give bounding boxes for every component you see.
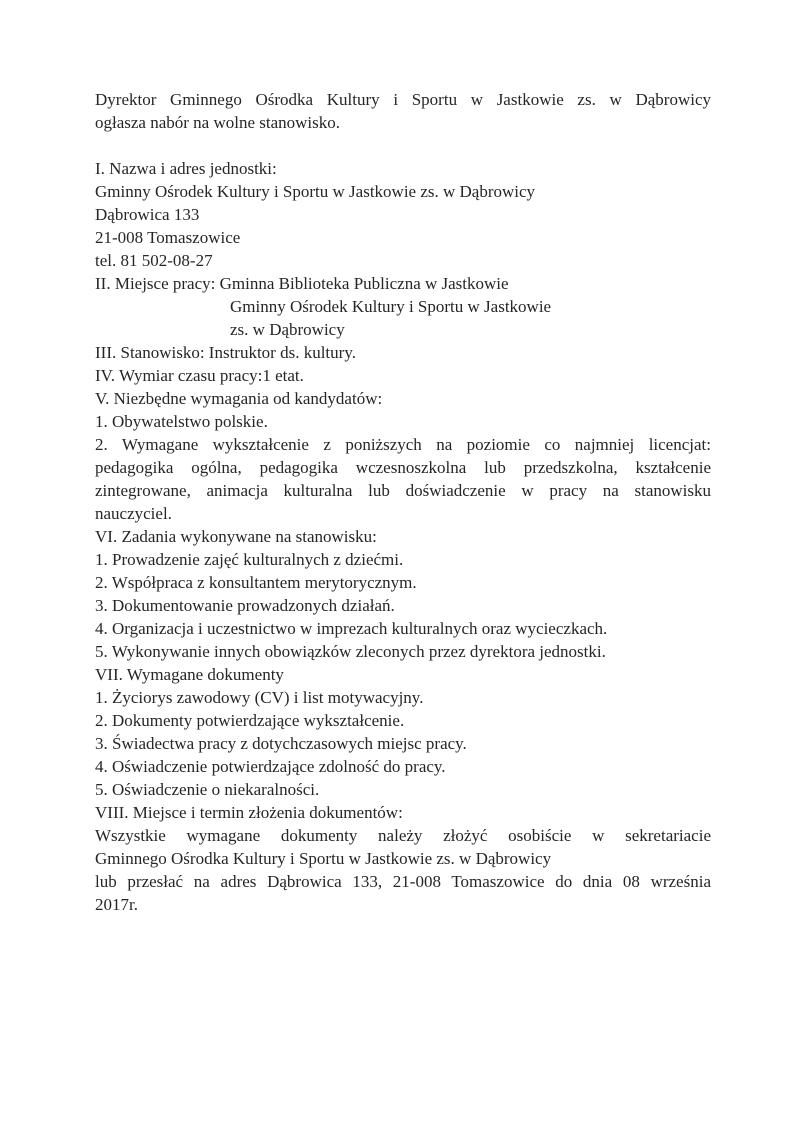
doc-line: Wszystkie wymagane dokumenty należy złożyć osobiście w sekretariacie <box>95 826 711 845</box>
doc-line: zintegrowane, animacja kulturalna lub doświadczenie w pracy na stanowisku <box>95 481 711 500</box>
document-body <box>95 88 711 916</box>
doc-line: VII. Wymagane dokumenty <box>95 665 284 684</box>
doc-line: 1. Prowadzenie zajęć kulturalnych z dziećmi. <box>95 550 404 569</box>
doc-line: VIII. Miejsce i termin złożenia dokumentów: <box>95 803 403 822</box>
doc-line: 1. Obywatelstwo polskie. <box>95 412 268 431</box>
doc-line: 3. Dokumentowanie prowadzonych działań. <box>95 596 395 615</box>
doc-line: 21-008 Tomaszowice <box>95 228 241 247</box>
doc-line <box>95 134 711 157</box>
doc-line: Gminnego Ośrodka Kultury i Sportu w Jastkowie zs. w Dąbrowicy <box>95 849 552 868</box>
doc-line: 5. Wykonywanie innych obowiązków zleconych przez dyrektora jednostki. <box>95 642 606 661</box>
doc-line: Dąbrowica 133 <box>95 205 200 224</box>
doc-line: 4. Organizacja i uczestnictwo w imprezach kulturalnych oraz wycieczkach. <box>95 619 608 638</box>
doc-line: V. Niezbędne wymagania od kandydatów: <box>95 389 383 408</box>
doc-line: 5. Oświadczenie o niekaralności. <box>95 780 320 799</box>
doc-line: 2. Współpraca z konsultantem merytorycznym. <box>95 573 417 592</box>
doc-line: Gminny Ośrodek Kultury i Sportu w Jastkowie <box>230 297 552 316</box>
doc-line: III. Stanowisko: Instruktor ds. kultury. <box>95 343 356 362</box>
doc-line: ogłasza nabór na wolne stanowisko. <box>95 113 341 132</box>
doc-line: II. Miejsce pracy: Gminna Biblioteka Publiczna w Jastkowie <box>95 274 509 293</box>
doc-line: 1. Życiorys zawodowy (CV) i list motywacyjny. <box>95 688 424 707</box>
doc-line: Dyrektor Gminnego Ośrodka Kultury i Sportu w Jastkowie zs. w Dąbrowicy <box>95 90 711 109</box>
doc-line: 4. Oświadczenie potwierdzające zdolność do pracy. <box>95 757 446 776</box>
doc-line: 2017r. <box>95 895 138 914</box>
doc-line: tel. 81 502-08-27 <box>95 251 213 270</box>
doc-line: lub przesłać na adres Dąbrowica 133, 21-008 Tomaszowice do dnia 08 września <box>95 872 711 891</box>
doc-line: Gminny Ośrodek Kultury i Sportu w Jastkowie zs. w Dąbrowicy <box>95 182 536 201</box>
doc-line: pedagogika ogólna, pedagogika wczesnoszkolna lub przedszkolna, kształcenie <box>95 458 711 477</box>
doc-line: VI. Zadania wykonywane na stanowisku: <box>95 527 377 546</box>
doc-line: nauczyciel. <box>95 504 172 523</box>
doc-line: IV. Wymiar czasu pracy:1 etat. <box>95 366 304 385</box>
doc-line: zs. w Dąbrowicy <box>230 320 345 339</box>
doc-line: I. Nazwa i adres jednostki: <box>95 159 277 178</box>
doc-line: 2. Wymagane wykształcenie z poniższych na poziomie co najmniej licencjat: <box>95 435 711 454</box>
doc-line: 2. Dokumenty potwierdzające wykształcenie. <box>95 711 405 730</box>
doc-line: 3. Świadectwa pracy z dotychczasowych miejsc pracy. <box>95 734 467 753</box>
